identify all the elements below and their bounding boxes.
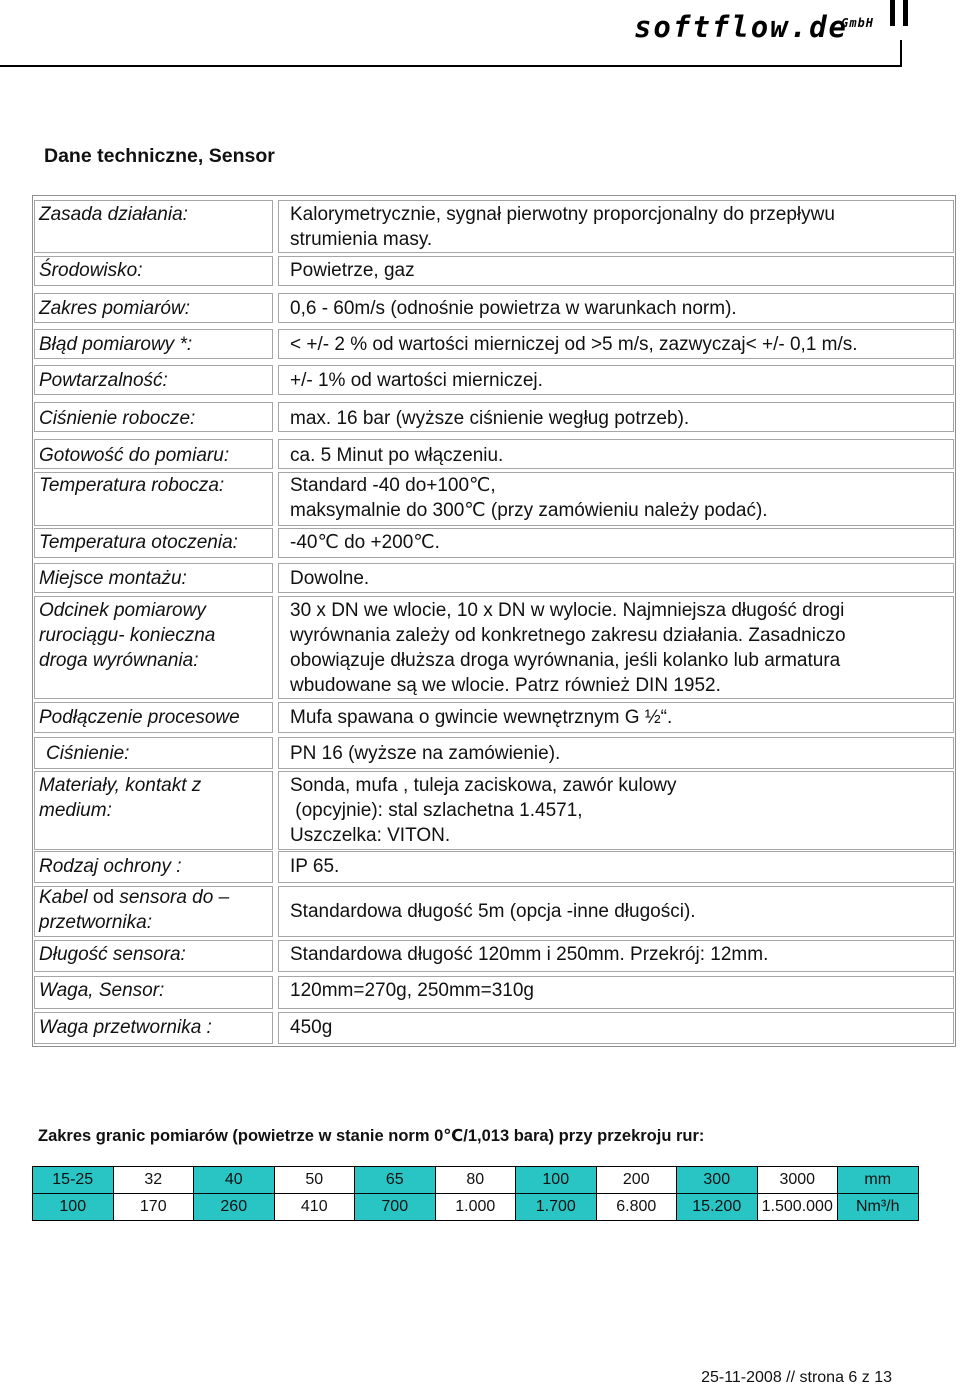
spec-label-materials-line2: medium: bbox=[39, 800, 112, 821]
spec-value-pressure: PN 16 (wyższe na zamówienie). bbox=[290, 743, 561, 764]
range-cell: 65 bbox=[355, 1167, 436, 1194]
spec-value-sensor-weight: 120mm=270g, 250mm=310g bbox=[290, 980, 534, 1001]
spec-value-inlet-line1: 30 x DN we wlocie, 10 x DN w wylocie. Najmniejsza długość drogi bbox=[290, 600, 845, 621]
spec-value-inlet-line4: wbudowane są we wlocie. Patrz również DIN 1952. bbox=[290, 675, 721, 696]
range-table bbox=[32, 1166, 919, 1221]
range-cell: 100 bbox=[516, 1167, 597, 1194]
range-cell: 1.500.000 bbox=[757, 1194, 838, 1221]
spec-value-cell bbox=[278, 851, 954, 883]
spec-value-principle-line2: strumienia masy. bbox=[290, 229, 433, 250]
range-table-row-diameter bbox=[33, 1167, 919, 1194]
range-cell: 300 bbox=[677, 1167, 758, 1194]
spec-label-sensor-weight: Waga, Sensor: bbox=[39, 980, 165, 1001]
spec-label-pressure-operating: Ciśnienie robocze: bbox=[39, 408, 196, 429]
range-cell: 700 bbox=[355, 1194, 436, 1221]
spec-label-error: Błąd pomiarowy *: bbox=[39, 334, 193, 355]
spec-value-mounting: Dowolne. bbox=[290, 568, 370, 589]
spec-value-cable: Standardowa długość 5m (opcja -inne długości). bbox=[290, 901, 696, 922]
spec-label-protection: Rodzaj ochrony : bbox=[39, 856, 182, 877]
spec-value-cell bbox=[278, 563, 954, 593]
range-table-title: Zakres granic pomiarów (powietrze w stanie norm 0℃/1,013 bara) przy przekroju rur: bbox=[38, 1127, 705, 1145]
spec-value-error: < +/- 2 % od wartości mierniczej od >5 m/s, zazwyczaj< +/- 0,1 m/s. bbox=[290, 334, 858, 355]
range-cell-unit: mm bbox=[838, 1167, 919, 1194]
spec-label-cable-line2: przetwornika: bbox=[39, 912, 152, 933]
spec-value-medium: Powietrze, gaz bbox=[290, 260, 415, 281]
range-cell: 3000 bbox=[757, 1167, 838, 1194]
spec-value-cell bbox=[278, 1012, 954, 1044]
spec-value-repeatability: +/- 1% od wartości mierniczej. bbox=[290, 370, 543, 391]
header-divider-corner bbox=[900, 40, 902, 67]
spec-label-pressure: Ciśnienie: bbox=[46, 743, 130, 764]
page-footer: 25-11-2008 // strona 6 z 13 bbox=[701, 1369, 892, 1386]
spec-label-range: Zakres pomiarów: bbox=[39, 298, 190, 319]
spec-value-temp-ambient: -40℃ do +200℃. bbox=[290, 532, 440, 553]
page-title: Dane techniczne, Sensor bbox=[44, 145, 275, 167]
brand-logo-mark-icon bbox=[886, 0, 912, 26]
range-cell: 80 bbox=[435, 1167, 516, 1194]
spec-value-range: 0,6 - 60m/s (odnośnie powietrza w warunkach norm). bbox=[290, 298, 737, 319]
spec-label-cable-line1 bbox=[39, 885, 229, 910]
spec-value-sensor-length: Standardowa długość 120mm i 250mm. Przekrój: 12mm. bbox=[290, 944, 769, 965]
range-cell: 100 bbox=[33, 1194, 114, 1221]
range-cell: 6.800 bbox=[596, 1194, 677, 1221]
spec-value-inlet-line2: wyrównania zależy od konkretnego zakresu działania. Zasadniczo bbox=[290, 625, 846, 646]
header-divider bbox=[0, 65, 902, 67]
spec-label-readiness: Gotowość do pomiaru: bbox=[39, 445, 230, 466]
spec-value-temp-operating-line2: maksymalnie do 300℃ (przy zamówieniu należy podać). bbox=[290, 500, 768, 521]
range-cell: 15.200 bbox=[677, 1194, 758, 1221]
page-header bbox=[0, 0, 960, 68]
spec-value-inlet-line3: obowiązuje dłuższa droga wyrównania, jeśli kolanko lub armatura bbox=[290, 650, 841, 671]
range-cell: 1.000 bbox=[435, 1194, 516, 1221]
spec-value-principle-line1: Kalorymetrycznie, sygnał pierwotny proporcjonalny do przepływu bbox=[290, 204, 835, 225]
brand-logo-text: softflow.de bbox=[633, 10, 848, 44]
spec-value-process-connection: Mufa spawana o gwincie wewnętrznym G ½“. bbox=[290, 707, 673, 728]
spec-label-cable-from: od bbox=[87, 887, 120, 908]
range-cell: 170 bbox=[113, 1194, 194, 1221]
range-cell: 50 bbox=[274, 1167, 355, 1194]
spec-value-materials-line1: Sonda, mufa , tuleja zaciskowa, zawór kulowy bbox=[290, 775, 677, 796]
spec-value-materials-line2: (opcyjnie): stal szlachetna 1.4571, bbox=[290, 800, 583, 821]
range-cell: 32 bbox=[113, 1167, 194, 1194]
spec-label-cable-word: Kabel bbox=[39, 887, 88, 908]
spec-label-repeatability: Powtarzalność: bbox=[39, 370, 168, 391]
range-cell: 200 bbox=[596, 1167, 677, 1194]
spec-label-transmitter-weight: Waga przetwornika : bbox=[39, 1017, 212, 1038]
range-cell: 1.700 bbox=[516, 1194, 597, 1221]
range-cell: 260 bbox=[194, 1194, 275, 1221]
spec-label-inlet-line3: droga wyrównania: bbox=[39, 650, 199, 671]
range-cell: 410 bbox=[274, 1194, 355, 1221]
spec-label-principle: Zasada działania: bbox=[39, 204, 188, 225]
range-cell: 40 bbox=[194, 1167, 275, 1194]
spec-label-temp-ambient: Temperatura otoczenia: bbox=[39, 532, 238, 553]
range-cell: 15-25 bbox=[33, 1167, 114, 1194]
spec-label-medium: Środowisko: bbox=[39, 260, 143, 281]
spec-label-materials-line1: Materiały, kontakt z bbox=[39, 775, 202, 796]
spec-value-pressure-operating: max. 16 bar (wyższe ciśnienie wegług potrzeb). bbox=[290, 408, 690, 429]
range-table-row-flow bbox=[33, 1194, 919, 1221]
spec-value-temp-operating-line1: Standard -40 do+100℃, bbox=[290, 475, 496, 496]
spec-label-cable-rest: sensora do – bbox=[119, 887, 230, 908]
spec-label-mounting: Miejsce montażu: bbox=[39, 568, 187, 589]
spec-value-readiness: ca. 5 Minut po włączeniu. bbox=[290, 445, 504, 466]
range-cell-unit: Nm³/h bbox=[838, 1194, 919, 1221]
spec-label-inlet-line2: rurociągu- konieczna bbox=[39, 625, 216, 646]
spec-value-transmitter-weight: 450g bbox=[290, 1017, 333, 1038]
spec-label-process-connection: Podłączenie procesowe bbox=[39, 707, 240, 728]
spec-row bbox=[33, 256, 955, 286]
spec-label-temp-operating: Temperatura robocza: bbox=[39, 475, 225, 496]
spec-label-sensor-length: Długość sensora: bbox=[39, 944, 186, 965]
brand-logo-suffix: GmbH bbox=[841, 16, 874, 30]
spec-label-inlet-line1: Odcinek pomiarowy bbox=[39, 600, 206, 621]
spec-value-protection: IP 65. bbox=[290, 856, 340, 877]
spec-value-materials-line3: Uszczelka: VITON. bbox=[290, 825, 451, 846]
